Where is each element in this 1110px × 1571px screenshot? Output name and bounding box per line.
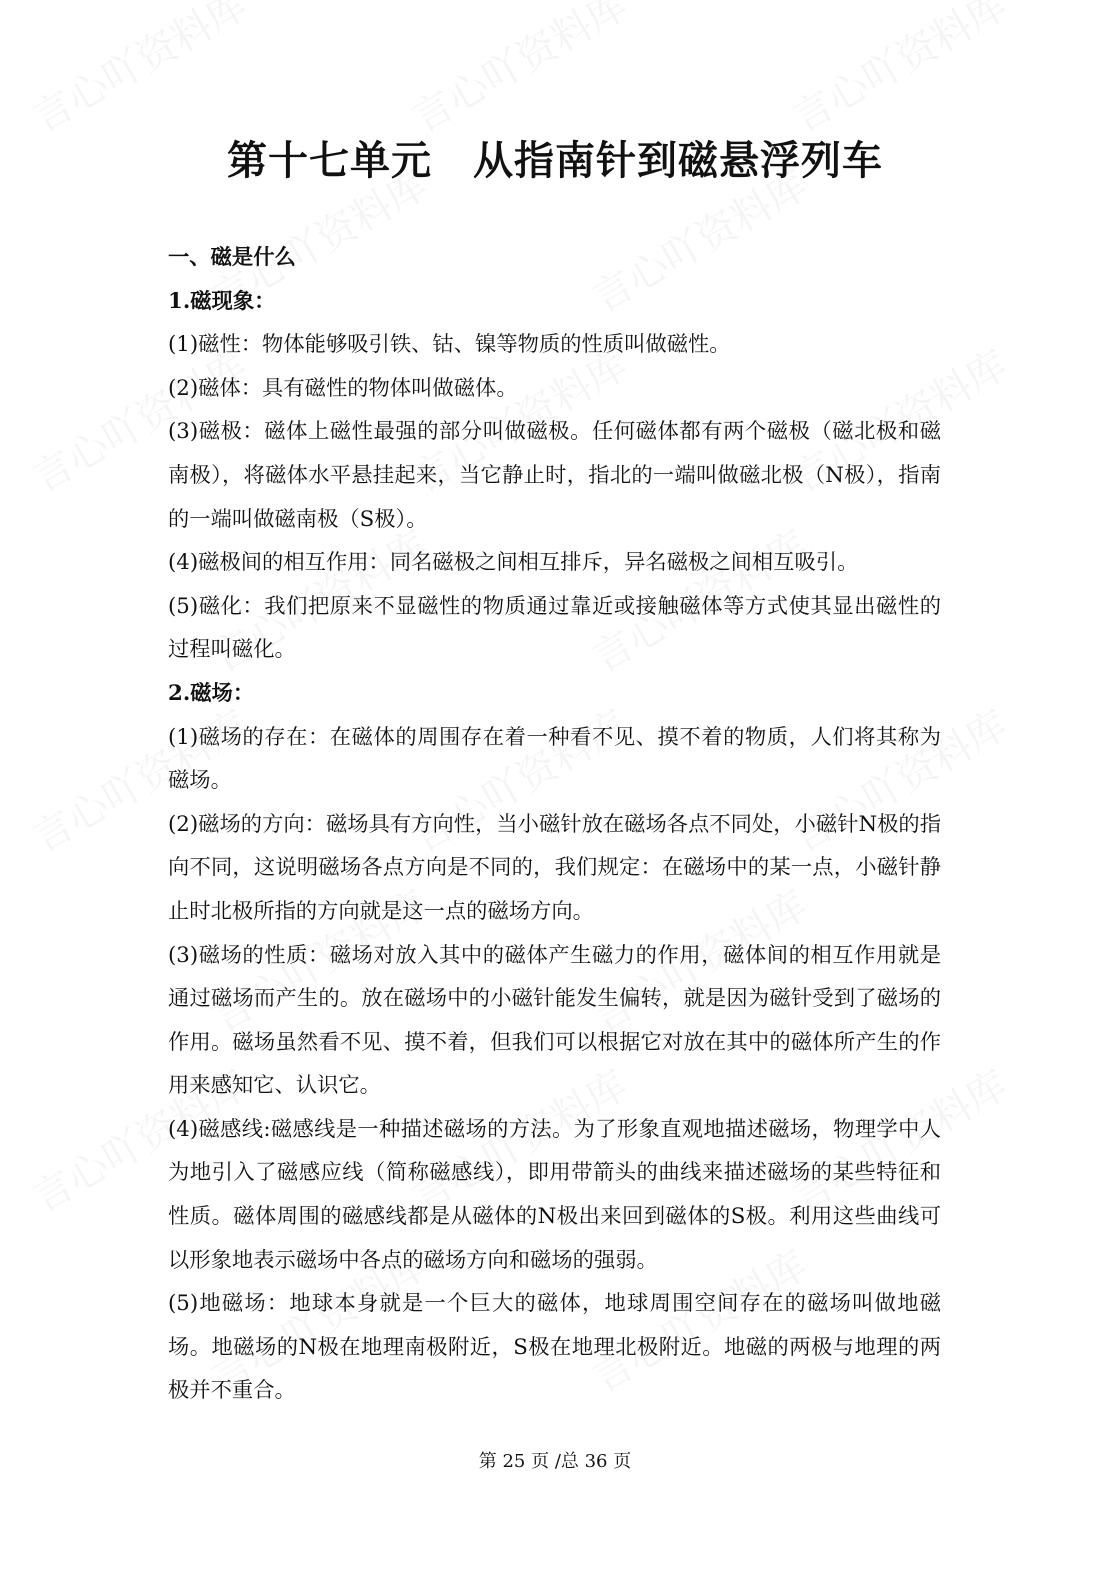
section-heading: 1.磁现象：: [168, 288, 276, 314]
paragraph: (4)磁感线:磁感线是一种描述磁场的方法。为了形象直观地描述磁场，物理学中人为地引入了磁感应线（简称磁感线），即用带箭头的曲线来描述磁场的某些特征和性质。磁体周围的磁感线都是从磁体的N极出来回到磁体的S极。利用这些曲线可以形象地表示磁场中各点的磁场方向和磁场的强弱。: [168, 1116, 941, 1273]
paragraph: (4)磁极间的相互作用：同名磁极之间相互排斥，异名磁极之间相互吸引。: [168, 550, 859, 576]
watermark-text: [25, 0, 255, 141]
section-heading: 一、磁是什么: [168, 245, 296, 270]
watermark-text: [405, 0, 635, 141]
watermark-text: [785, 0, 1015, 141]
page-footer: 第 25 页 /总 36 页: [478, 1451, 632, 1472]
document-body: [168, 236, 941, 1413]
paragraph: (5)地磁场：地球本身就是一个巨大的磁体，地球周围空间存在的磁场叫做地磁场。地磁场的N极在地理南极附近，S极在地理北极附近。地磁的两极与地理的两极并不重合。: [168, 1291, 941, 1404]
paragraph: (3)磁场的性质：磁场对放入其中的磁体产生磁力的作用，磁体间的相互作用就是通过磁场而产生的。放在磁场中的小磁针能发生偏转，就是因为磁针受到了磁场的作用。磁场虽然看不见、摸不着，但我们可以根据它对放在其中的磁体所产生的作用来感知它、认识它。: [168, 942, 941, 1099]
paragraph: (5)磁化：我们把原来不显磁性的物质通过靠近或接触磁体等方式使其显出磁性的过程叫磁化。: [168, 593, 941, 663]
section-heading: 2.磁场：: [168, 680, 255, 706]
paragraph: (2)磁体：具有磁性的物体叫做磁体。: [168, 375, 518, 401]
paragraph: (3)磁极：磁体上磁性最强的部分叫做磁极。任何磁体都有两个磁极（磁北极和磁南极），将磁体水平悬挂起来，当它静止时，指北的一端叫做磁北极（N极），指南的一端叫做磁南极（S极）。: [168, 419, 941, 532]
paragraph: (2)磁场的方向：磁场具有方向性，当小磁针放在磁场各点不同处，小磁针N极的指向不同，这说明磁场各点方向是不同的，我们规定：在磁场中的某一点，小磁针静止时北极所指的方向就是这一点的磁场方向。: [168, 811, 941, 924]
page-title: 第十七单元 从指南针到磁悬浮列车: [227, 137, 883, 184]
paragraph: (1)磁场的存在：在磁体的周围存在着一种看不见、摸不着的物质，人们将其称为磁场。: [168, 724, 941, 794]
paragraph: (1)磁性：物体能够吸引铁、钴、镍等物质的性质叫做磁性。: [168, 332, 731, 358]
